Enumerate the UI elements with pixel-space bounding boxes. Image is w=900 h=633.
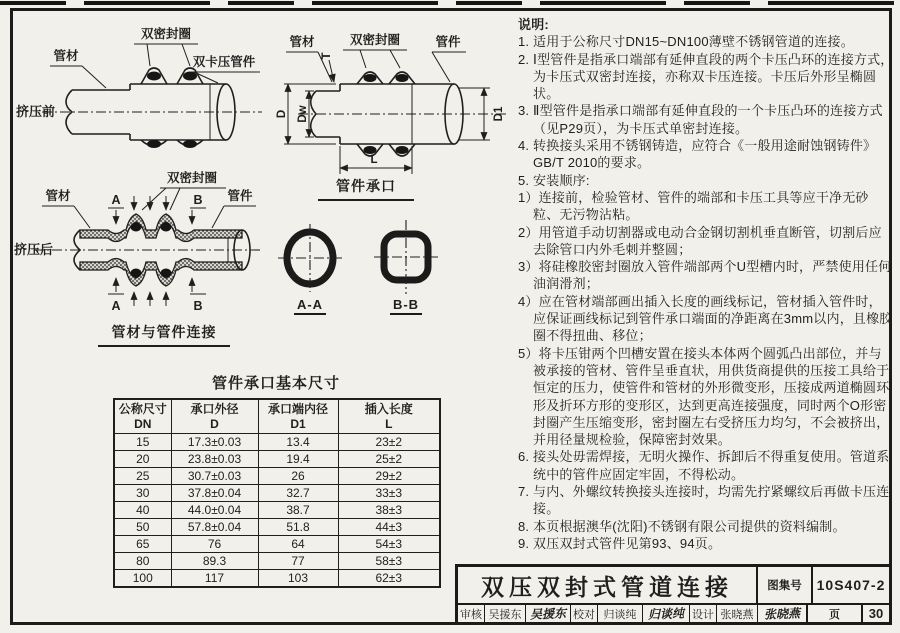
caption-fitting-socket: 管件承口 [318,176,414,201]
cell-insert-length: 44±3 [338,519,440,536]
design-signature [758,605,808,622]
label-fitting: 管件 [227,189,253,203]
section-mark-a-top: A [111,193,121,207]
cell-outer-dia: 76 [171,536,258,553]
cell-inner-dia: 26 [258,468,338,485]
cell-dn: 100 [114,570,171,588]
page-number: 30 [868,606,884,621]
note-item: 5）将卡压钳两个凹槽安置在接头本体两个圆弧凸出部位，并与被承接的管材、管件呈垂直状，用供货商提供的压接工具给于恒定的压力，使管件和管材的外形微变形，压接成两道椭圆环形及折环方形的变形区，达到更高连接强度，同时两个O形密封圈产生压缩变形，密封圈左右受挤压力均匀，不会被挤出，并用径量规检验，保障密封效果。 [518,345,890,448]
cell-dn: 80 [114,553,171,570]
cell-dn: 25 [114,468,171,485]
dim-label-D: D [276,109,288,119]
design-signature-text: 张晓燕 [763,606,801,622]
cell-dn: 50 [114,519,171,536]
cell-inner-dia: 19.4 [258,451,338,468]
title-block-row-2 [458,605,889,622]
section-mark-b-top: B [193,193,203,207]
cell-insert-length: 58±3 [338,553,440,570]
note-item: 3）将硅橡胶密封圈放入管件端部两个U型槽内时，严禁使用任何油润滑剂； [518,259,892,292]
note-item: 2）用管道手动切割器或电动合金钢切割机垂直断管，切割后应去除管口内外毛刺并整圆； [518,224,882,257]
label-pipe: 管材 [45,189,71,203]
note-item: 6. 接头处毋需焊接，无明火操作、拆卸后不得重复使用。管道系统中的管件应固定牢固，不得松动。 [518,449,890,482]
proof-signature-text: 归谈纯 [647,606,685,622]
section-a-label: A-A [296,297,324,312]
design-label: 设计 [690,605,717,622]
scan-artifact-strip [0,1,900,5]
proof-label: 校对 [571,605,598,622]
atlas-number-label: 图集号 [758,567,813,603]
diagram-fitting-socket [272,32,510,182]
cell-outer-dia: 44.0±0.04 [171,502,258,519]
cell-dn: 65 [114,536,171,553]
cell-outer-dia: 37.8±0.04 [171,485,258,502]
cell-insert-length: 62±3 [338,570,440,588]
table-header-cell: 插入长度 L [338,399,440,434]
cell-insert-length: 23±2 [338,434,440,451]
proof-name: 归谈纯 [598,605,643,622]
review-signature-text: 吴援东 [529,606,567,622]
proof-signature [643,605,690,622]
socket-dimensions-block [113,372,439,588]
label-double-seal-ring: 双密封圈 [140,27,192,41]
cell-dn: 40 [114,502,171,519]
dim-label-T: T [321,52,333,60]
note-item: 4. 转换接头采用不锈钢铸造，应符合《一般用途耐蚀钢铸件》GB/T 2010的要求。 [518,138,877,171]
diagram-after-pressing [14,170,266,322]
socket-dimensions-table [113,398,441,588]
cell-inner-dia: 13.4 [258,434,338,451]
dim-label-Dw: Dw [297,105,309,123]
note-item: 4）应在管材端部画出插入长度的画线标记，管材插入管件时，应保证画线标记到管件承口端面的净距离在3mm以内，且橡胶圈不得扭曲、移位； [518,293,893,344]
table-header-cell: 承口外径 D [171,399,258,434]
note-item: 2. Ⅰ型管件是指承口端部有延伸直段的两个卡压凸环的连接方式，为卡压式双密封连接，亦称双卡压连接。卡压后外形呈椭圆状。 [518,51,894,102]
cell-insert-length: 25±2 [338,451,440,468]
note-item: 8. 本页根据澳华(沈阳)不锈钢有限公司提供的资料编制。 [518,518,846,534]
note-item: 1）连接前，检验管材、管件的端部和卡压工具等应干净无砂粒、无污物沾粘。 [518,189,869,223]
cell-inner-dia: 38.7 [258,502,338,519]
label-fitting: 管件 [435,35,461,49]
note-item: 5. 安装顺序: [518,172,590,188]
note-item: 1. 适用于公称尺寸DN15~DN100薄壁不锈钢管道的连接。 [518,34,854,50]
table-row [114,451,440,468]
cell-insert-length: 33±3 [338,485,440,502]
note-item: 9. 双压双封式管件见第93、94页。 [518,535,722,551]
table-header-cell: 公称尺寸 DN [114,399,171,434]
cell-dn: 15 [114,434,171,451]
table-row [114,485,440,502]
title-block-row-1 [458,567,889,605]
table-title: 管件承口基本尺寸 [211,375,340,392]
cell-dn: 20 [114,451,171,468]
page-label: 页 [808,605,863,622]
table-row [114,519,440,536]
state-label-before: 挤压前 [16,104,56,119]
review-name: 吴援东 [485,605,526,622]
table-header-cell: 承口端内径 D1 [258,399,338,434]
design-name: 张晓燕 [717,605,758,622]
diagram-before-pressing [14,20,266,170]
cell-inner-dia: 64 [258,536,338,553]
section-mark-a-bottom: A [111,299,121,313]
note-item: 3. Ⅱ型管件是指承口端部有延伸直段的一个卡压凸环的连接方式（见P29页），为卡压式单密封连接。 [518,103,883,136]
table-row [114,502,440,519]
table-row [114,536,440,553]
table-row [114,570,440,588]
cell-outer-dia: 17.3±0.03 [171,434,258,451]
cell-insert-length: 54±3 [338,536,440,553]
label-double-seal-ring: 双密封圈 [166,171,218,185]
table-header-row [114,399,440,434]
notes-heading: 说明: [518,17,549,32]
section-mark-b-bottom: B [193,299,203,313]
review-signature [526,605,571,622]
review-label: 审核 [458,605,485,622]
table-row [114,434,440,451]
cell-outer-dia: 89.3 [171,553,258,570]
note-item: 7. 与内、外螺纹转换接头连接时，均需先拧紧螺纹后再做卡压连接。 [518,484,890,517]
cell-inner-dia: 77 [258,553,338,570]
title-block [455,564,892,625]
cell-outer-dia: 30.7±0.03 [171,468,258,485]
cell-inner-dia: 103 [258,570,338,588]
section-b-label: B-B [392,297,420,312]
cell-dn: 30 [114,485,171,502]
atlas-number-value: 10S407-2 [816,577,886,593]
label-double-press-fitting: 双卡压管件 [192,55,256,69]
diagram-cross-sections [258,208,458,320]
table-row [114,553,440,570]
cell-outer-dia: 23.8±0.03 [171,451,258,468]
table-row [114,468,440,485]
state-label-after: 挤压后 [14,242,54,257]
notes-panel [518,16,894,552]
notes-list [518,33,894,552]
cell-outer-dia: 117 [171,570,258,588]
dim-label-L: L [370,154,378,166]
label-double-seal-ring: 双密封圈 [349,33,401,47]
cell-insert-length: 38±3 [338,502,440,519]
caption-pipe-fitting-connection: 管材与管件连接 [98,322,230,347]
drawing-title: 双压双封式管道连接 [458,567,758,603]
cell-inner-dia: 51.8 [258,519,338,536]
cell-inner-dia: 32.7 [258,485,338,502]
dim-label-D1: D1 [493,106,505,122]
cell-insert-length: 29±2 [338,468,440,485]
label-pipe: 管材 [53,49,79,63]
cell-outer-dia: 57.8±0.04 [171,519,258,536]
table-body [114,434,440,588]
label-pipe: 管材 [289,35,315,49]
